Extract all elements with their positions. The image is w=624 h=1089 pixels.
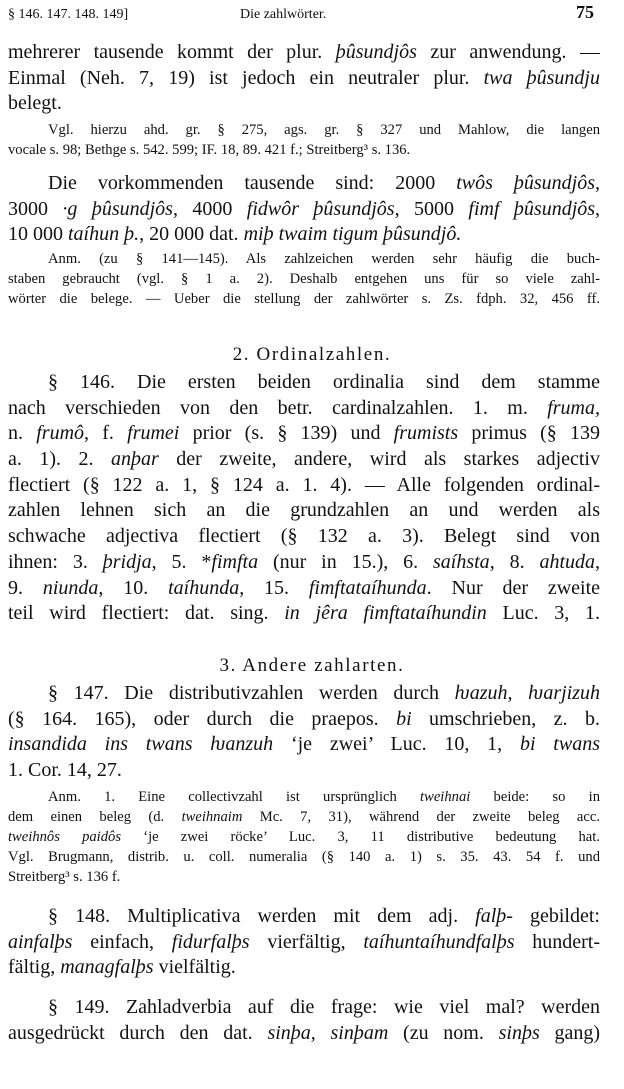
- text-run: § 146. Die ersten beiden ordinalia sind dem stamme: [48, 371, 600, 393]
- text-line: [8, 995, 600, 1021]
- italic-term: bi twans: [519, 733, 600, 756]
- footnote-paragraph: [8, 249, 600, 309]
- text-run: ,: [595, 197, 600, 220]
- italic-term: twa þûsundju: [483, 66, 600, 89]
- text-line: [8, 249, 600, 269]
- text-line: [8, 40, 600, 66]
- text-run: (zu nom.: [388, 1021, 499, 1044]
- text-run: 3000: [8, 197, 63, 220]
- text-run: staben gebraucht (vgl. § 1 a. 2). Deshalb entgehen uns für so viele zahl-: [8, 271, 600, 287]
- text-run: hundert-: [514, 930, 600, 953]
- text-run: wörter die belege. — Ueber die stellung der zahlwörter s. Zs. fdph. 32, 456 ff.: [8, 291, 600, 307]
- text-line: [8, 524, 600, 550]
- text-run: primus (§ 139: [458, 422, 600, 445]
- text-line: [8, 269, 600, 289]
- text-run: , 8.: [489, 550, 540, 573]
- text-line: [8, 120, 600, 140]
- text-run: 10 000: [8, 223, 68, 246]
- section-heading: 3. Andere zahlarten.: [219, 655, 405, 676]
- text-line: [8, 867, 600, 887]
- text-run: flectiert (§ 122 a. 1, § 124 a. 1. 4). — Alle folgenden ordinal-: [8, 473, 600, 496]
- italic-term: taíhuntaíhundfalþs: [363, 930, 515, 953]
- text-line: [8, 681, 600, 707]
- text-run: , 5. *: [151, 550, 212, 573]
- text-run: zur anwendung. —: [416, 41, 600, 63]
- text-line: [8, 197, 600, 223]
- text-run: zahlen lehnen sich an die grundzahlen an und werden als: [8, 499, 600, 522]
- text-run: gebildet:: [512, 905, 600, 927]
- italic-term: ainfalþs: [8, 930, 73, 953]
- text-run: ausgedrückt durch den dat.: [8, 1021, 268, 1044]
- text-run: belegt.: [8, 92, 62, 115]
- text-run: fältig,: [8, 956, 61, 979]
- italic-term: tweihnaim: [181, 809, 243, 825]
- text-line: [8, 91, 600, 117]
- text-run: Luc. 3, 1.: [486, 602, 600, 625]
- text-run: a. 1). 2.: [8, 448, 112, 471]
- text-line: [8, 171, 600, 197]
- text-line: [8, 601, 600, 627]
- text-run: (nur in 15.), 6.: [258, 550, 433, 573]
- text-run: , 15.: [239, 576, 309, 599]
- footnote-paragraph: [8, 120, 600, 160]
- text-line: [8, 447, 600, 473]
- text-run: § 149. Zahladverbia auf die frage: wie viel mal? werden: [48, 996, 600, 1018]
- text-run: vocale s. 98; Bethge s. 542. 599; IF. 18, 89. 421 f.; Streitberg³ s. 136.: [8, 142, 411, 158]
- italic-term: þûsundjôs: [335, 41, 417, 63]
- italic-term: twôs þûsundjôs,: [456, 172, 600, 194]
- text-run: ihnen: 3.: [8, 550, 103, 573]
- text-run: , 20 000 dat.: [139, 223, 244, 246]
- text-run: . Nur der zweite: [426, 576, 600, 599]
- text-line: [8, 707, 600, 733]
- text-line: [8, 550, 600, 576]
- body-paragraph: [8, 370, 600, 627]
- text-line: [8, 827, 600, 847]
- italic-term: managfalþs: [60, 956, 154, 979]
- body-paragraph: [8, 681, 600, 784]
- text-run: Anm. (zu § 141—145). Als zahlzeichen werden sehr häufig die buch-: [48, 251, 600, 267]
- text-run: Vgl. hierzu ahd. gr. § 275, ags. gr. § 327 und Mahlow, die langen: [48, 122, 600, 138]
- text-run: umschrieben, z. b.: [411, 707, 600, 730]
- italic-term: frumei: [127, 422, 180, 445]
- text-run: vierfältig,: [249, 930, 364, 953]
- italic-term: fimf þûsundjôs: [468, 197, 596, 220]
- running-head-sections: § 146. 147. 148. 149]: [8, 7, 129, 22]
- italic-term: frumô: [36, 422, 85, 445]
- text-run: ‘je zwei’ Luc. 10, 1,: [273, 733, 520, 756]
- text-run: Die vorkommenden tausende sind: 2000: [48, 172, 457, 194]
- text-run: prior (s. § 139) und: [179, 422, 394, 445]
- text-line: [8, 787, 600, 807]
- text-line: [8, 473, 600, 499]
- text-line: [8, 904, 600, 930]
- text-line: [8, 758, 600, 784]
- italic-term: fimftataíhunda: [308, 576, 427, 599]
- text-line: [8, 421, 600, 447]
- text-line: [8, 370, 600, 396]
- body-paragraph: [8, 995, 600, 1046]
- italic-term: fruma,: [547, 396, 600, 419]
- text-run: 9.: [8, 576, 43, 599]
- text-run: ‘je zwei röcke’ Luc. 3, 11 distributive bedeutung hat.: [121, 829, 600, 845]
- italic-term: niunda: [42, 576, 99, 599]
- italic-term: tweihnôs paidôs: [8, 829, 122, 845]
- italic-term: þridja: [102, 550, 152, 573]
- italic-term: bi: [396, 707, 412, 730]
- italic-term: sinþa, sinþam: [267, 1021, 389, 1044]
- text-run: einfach,: [72, 930, 172, 953]
- text-line: [8, 498, 600, 524]
- text-line: [8, 807, 600, 827]
- text-line: [8, 222, 600, 248]
- italic-term: miþ twaim tigum þûsundjô.: [243, 223, 462, 246]
- text-run: 1. Cor. 14, 27.: [8, 759, 122, 782]
- body-paragraph: [8, 904, 600, 981]
- text-run: Vgl. Brugmann, distrib. u. coll. numeralia (§ 140 a. 1) s. 35. 43. 54 f. und: [8, 849, 600, 865]
- section-heading: 2. Ordinalzahlen.: [232, 344, 392, 365]
- text-run: § 147. Die distributivzahlen werden durch: [48, 682, 455, 704]
- text-run: , 5000: [394, 197, 469, 220]
- italic-term: frumists: [393, 422, 459, 445]
- italic-term: ·g þûsundjôs: [62, 197, 173, 220]
- italic-term: anþar: [111, 448, 159, 471]
- text-run: gang): [539, 1021, 600, 1044]
- italic-term: ahtuda: [539, 550, 595, 573]
- text-run: , 10.: [98, 576, 169, 599]
- italic-term: fidurfalþs: [171, 930, 250, 953]
- text-line: [8, 576, 600, 602]
- text-line: [8, 955, 600, 981]
- footnote-paragraph: [8, 787, 600, 887]
- italic-term: tweihnai: [420, 789, 471, 805]
- text-line: [8, 847, 600, 867]
- text-run: dem einen beleg (d.: [8, 809, 182, 825]
- text-line: [8, 66, 600, 92]
- text-run: , f.: [84, 422, 128, 445]
- italic-term: fimfta: [211, 550, 259, 573]
- text-run: , 4000: [172, 197, 247, 220]
- text-line: [8, 396, 600, 422]
- text-run: Anm. 1. Eine collectivzahl ist ursprünglich: [48, 789, 421, 805]
- italic-term: sinþs: [498, 1021, 540, 1044]
- text-run: n.: [8, 422, 37, 445]
- italic-term: saíhsta: [433, 550, 490, 573]
- text-run: teil wird flectiert: dat. sing.: [8, 602, 285, 625]
- text-run: mehrerer tausende kommt der plur.: [8, 41, 336, 63]
- text-line: [8, 289, 600, 309]
- body-paragraph: [8, 40, 600, 117]
- text-run: nach verschieden von den betr. cardinalzahlen. 1. m.: [8, 396, 548, 419]
- text-line: [8, 732, 600, 758]
- italic-term: taíhun þ.: [68, 223, 140, 246]
- text-run: Streitberg³ s. 136 f.: [8, 869, 121, 885]
- text-run: Mc. 7, 31), während der zweite beleg acc.: [242, 809, 600, 825]
- text-run: § 148. Multiplicativa werden mit dem adj.: [48, 905, 476, 927]
- body-paragraph: [8, 171, 600, 248]
- text-run: ,: [595, 550, 600, 573]
- italic-term: taíhunda: [168, 576, 240, 599]
- text-run: vielfältig.: [153, 956, 236, 979]
- italic-term: ƕazuh, ƕarjizuh: [454, 682, 600, 704]
- text-run: der zweite, andere, wird als starkes adjectiv: [158, 448, 600, 471]
- text-run: (§ 164. 165), oder durch die praepos.: [8, 707, 397, 730]
- italic-term: falþ-: [475, 905, 513, 927]
- running-head-title: Die zahlwörter.: [240, 7, 327, 22]
- italic-term: in jêra fimftataíhundin: [284, 602, 487, 625]
- text-run: Einmal (Neh. 7, 19) ist jedoch ein neutraler plur.: [8, 66, 484, 89]
- page-number: 75: [576, 2, 594, 22]
- text-line: [8, 930, 600, 956]
- text-run: beide: so in: [470, 789, 600, 805]
- text-line: [8, 140, 600, 160]
- italic-term: fidwôr þûsundjôs: [246, 197, 395, 220]
- text-run: schwache adjectiva flectiert (§ 132 a. 3). Belegt sind von: [8, 525, 600, 548]
- text-line: [8, 1021, 600, 1047]
- italic-term: insandida ins twans ƕanzuh: [8, 733, 274, 756]
